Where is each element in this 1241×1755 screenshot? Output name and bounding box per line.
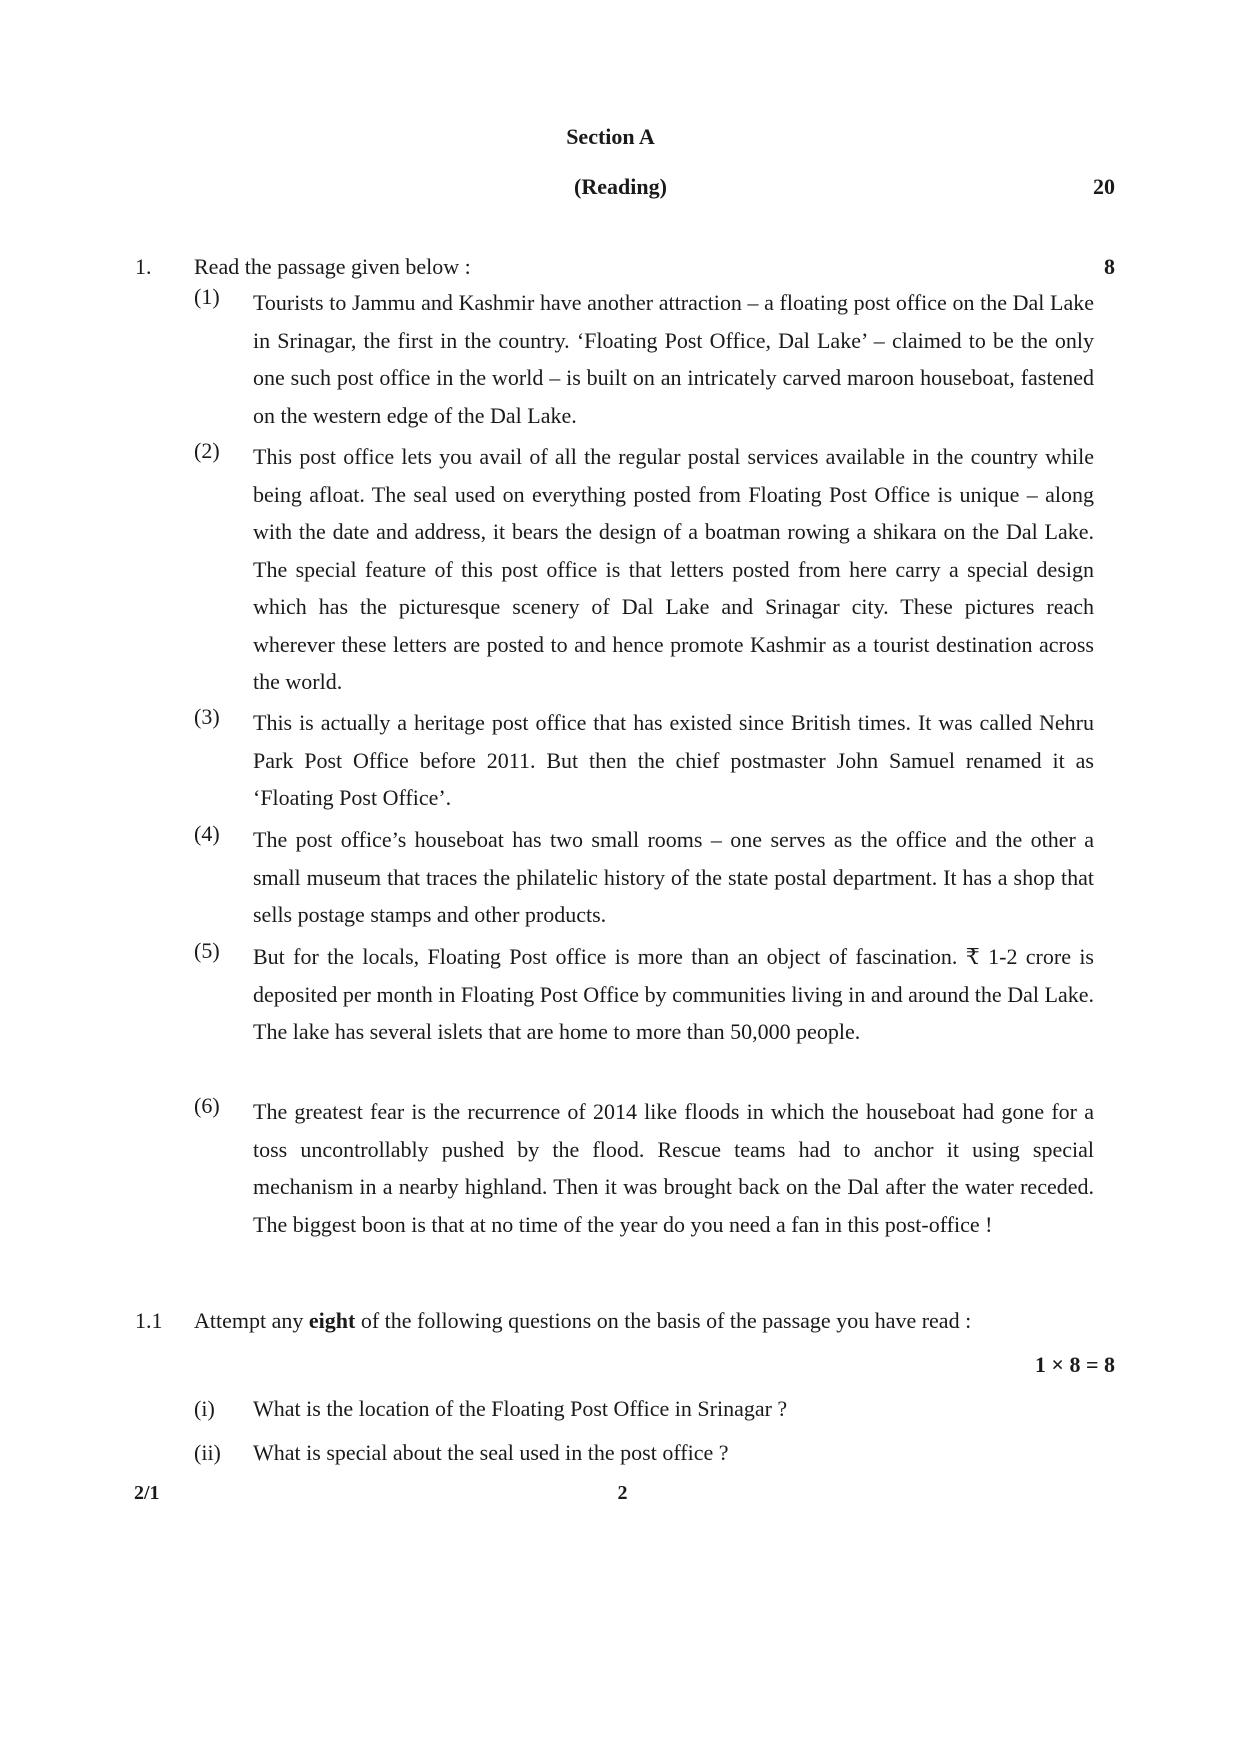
question-item-text: What is the location of the Floating Post Office in Srinagar ?: [253, 1396, 788, 1421]
paragraph-text: Tourists to Jammu and Kashmir have another attraction – a floating post office on the Dal Lake in Srinagar, the first in the country. ‘Floating Post Office, Dal Lake’ – claimed to be the only one such post office in the world – is built on an intricately carved maroon houseboat, fastened on the western edge of the Dal Lake.: [253, 290, 1094, 428]
subquestion-number: 1.1: [135, 1308, 163, 1333]
paragraph-number: (4): [194, 821, 220, 846]
question-item-number: (i): [194, 1396, 215, 1421]
paper-code: 2/1: [134, 1482, 160, 1504]
section-marks: 20: [1093, 174, 1115, 199]
subquestion-text-after: of the following questions on the basis of the passage you have read :: [355, 1308, 972, 1333]
paragraph-text: This post office lets you avail of all the regular postal services available in the country while being afloat. The seal used on everything posted from Floating Post Office is unique – along with the date and address, it bears the design of a boatman rowing a shikara on the Dal Lake. The special feature of this post office is that letters posted from here carry a special design which has the picturesque scenery of Dal Lake and Srinagar city. These pictures reach wherever these letters are posted to and hence promote Kashmir as a tourist destination across the world.: [253, 444, 1094, 694]
paragraph-text: The post office’s houseboat has two small rooms – one serves as the office and the other a small museum that traces the philatelic history of the state postal department. It has a shop that sells postage stamps and other products.: [253, 827, 1094, 927]
question-number: 1.: [135, 254, 152, 279]
paragraph-text: But for the locals, Floating Post office is more than an object of fascination. ₹ 1-2 crore is deposited per month in Floating Post Office by communities living in and around the Dal Lake. The lake has several islets that are home to more than 50,000 people.: [253, 944, 1094, 1044]
paragraph-number: (6): [194, 1093, 220, 1118]
passage-paragraph-6: [194, 1093, 1094, 1243]
question-item-number: (ii): [194, 1440, 221, 1465]
subquestion-instruction: [194, 1308, 971, 1334]
passage-paragraph-1: [194, 284, 1094, 434]
paragraph-number: (1): [194, 284, 220, 309]
page-number: 2: [617, 1482, 628, 1504]
question-item-text: What is special about the seal used in the post office ?: [253, 1440, 729, 1465]
question-marks: 8: [1104, 254, 1115, 279]
passage-paragraph-3: [194, 704, 1094, 817]
paragraph-text: The greatest fear is the recurrence of 2014 like floods in which the houseboat had gone for a toss uncontrollably pushed by the flood. Rescue teams had to anchor it using special mechanism in a nearby highland. Then it was brought back on the Dal after the water receded. The biggest boon is that at no time of the year do you need a fan in this post-office !: [253, 1099, 1094, 1237]
section-subtitle: (Reading): [574, 174, 667, 199]
passage-paragraph-2: [194, 438, 1094, 701]
passage-paragraph-5: [194, 938, 1094, 1051]
question-instruction: Read the passage given below :: [194, 254, 471, 279]
passage-paragraph-4: [194, 821, 1094, 934]
subquestion-text-bold: eight: [308, 1308, 356, 1333]
subquestion-marks: 1 × 8 = 8: [1034, 1352, 1115, 1377]
paragraph-number: (2): [194, 438, 220, 463]
subquestion-text-before: Attempt any: [194, 1308, 309, 1333]
paragraph-number: (3): [194, 704, 220, 729]
paragraph-text: This is actually a heritage post office that has existed since British times. It was called Nehru Park Post Office before 2011. But then the chief postmaster John Samuel renamed it as ‘Floating Post Office’.: [253, 710, 1094, 810]
section-title: Section A: [566, 124, 655, 149]
paragraph-number: (5): [194, 938, 220, 963]
